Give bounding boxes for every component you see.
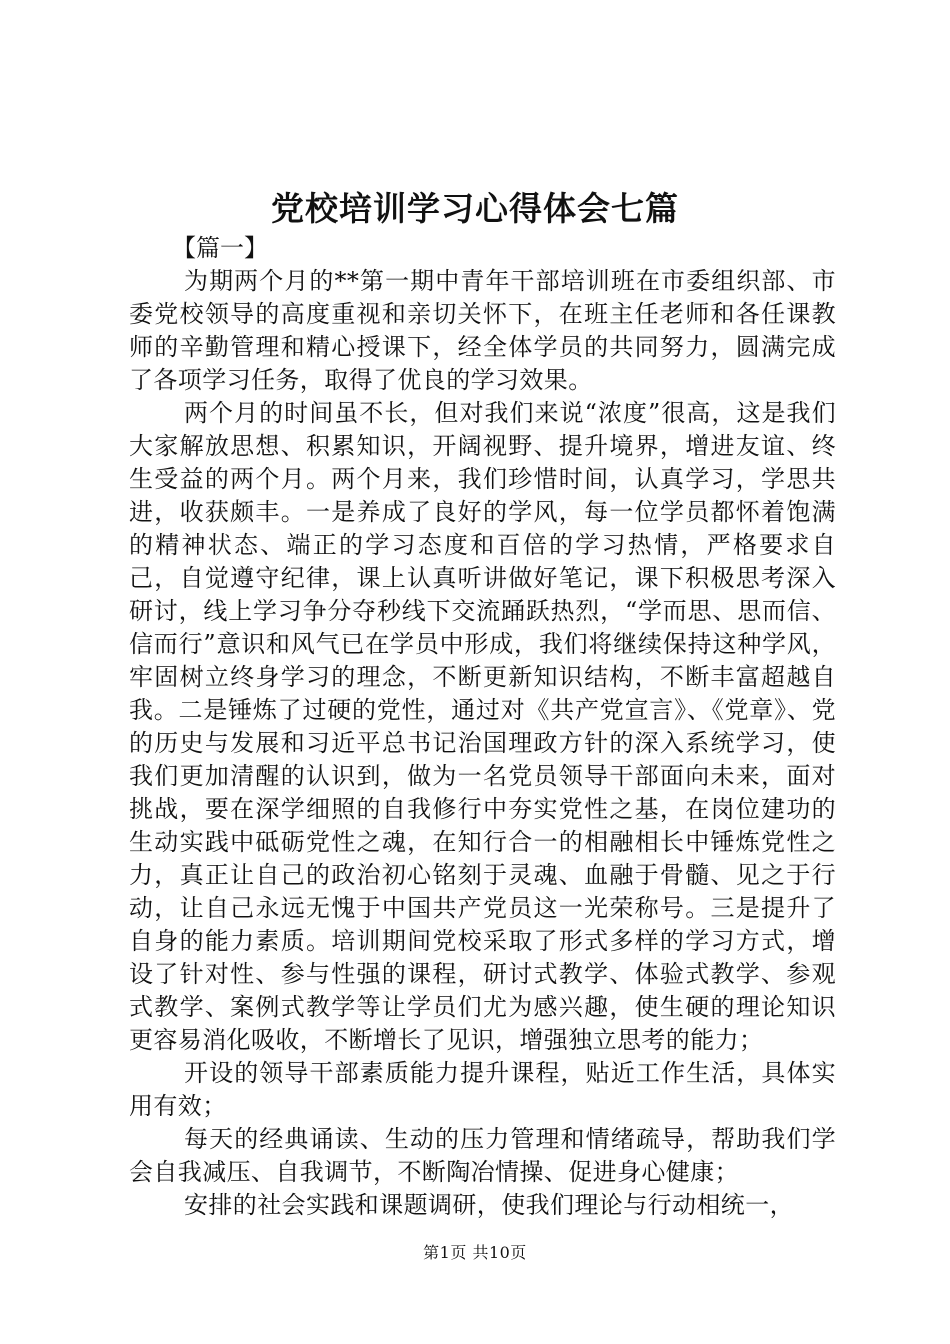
paragraph: 每天的经典诵读、生动的压力管理和情绪疏导，帮助我们学会自我减压、自我调节，不断陶冶情操、促进身心健康； (129, 1125, 836, 1186)
document-body (129, 232, 836, 1222)
section-heading: 【篇一】 (172, 234, 268, 262)
paragraph: 为期两个月的**第一期中青年干部培训班在市委组织部、市委党校领导的高度重视和亲切关怀下，在班主任老师和各任课教师的辛勤管理和精心授课下，经全体学员的共同努力，圆满完成了各项学习任务，取得了优良的学习效果。 (129, 267, 836, 394)
paragraph: 两个月的时间虽不长，但对我们来说“浓度”很高，这是我们大家解放思想、积累知识，开阔视野、提升境界，增进友谊、终生受益的两个月。两个月来，我们珍惜时间，认真学习，学思共进，收获颇丰。一是养成了良好的学风，每一位学员都怀着饱满的精神状态、端正的学习态度和百倍的学习热情，严格要求自己，自觉遵守纪律，课上认真听讲做好笔记，课下积极思考深入研讨，线上学习争分夺秒线下交流踊跃热烈，“学而思、思而信、信而行”意识和风气已在学员中形成，我们将继续保持这种学风，牢固树立终身学习的理念，不断更新知识结构，不断丰富超越自我。二是锤炼了过硬的党性，通过对《共产党宣言》、《党章》、党的历史与发展和习近平总书记治国理政方针的深入系统学习，使我们更加清醒的认识到，做为一名党员领导干部面向未来，面对挑战，要在深学细照的自我修行中夯实党性之基，在岗位建功的生动实践中砥砺党性之魂，在知行合一的相融相长中锤炼党性之力，真正让自己的政治初心铭刻于灵魂、血融于骨髓、见之于行动，让自己永远无愧于中国共产党员这一光荣称号。三是提升了自身的能力素质。培训期间党校采取了形式多样的学习方式，增设了针对性、参与性强的课程，研讨式教学、体验式教学、参观式教学、案例式教学等让学员们尤为感兴趣，使生硬的理论知识更容易消化吸收，不断增长了见识，增强独立思考的能力； (129, 399, 836, 1054)
paragraph: 开设的领导干部素质能力提升课程，贴近工作生活，具体实用有效； (129, 1059, 836, 1120)
page-footer: 第1页 共10页 (423, 1243, 527, 1262)
paragraph: 安排的社会实践和课题调研，使我们理论与行动相统一， (184, 1191, 794, 1219)
document-title: 党校培训学习心得体会七篇 (271, 189, 679, 228)
